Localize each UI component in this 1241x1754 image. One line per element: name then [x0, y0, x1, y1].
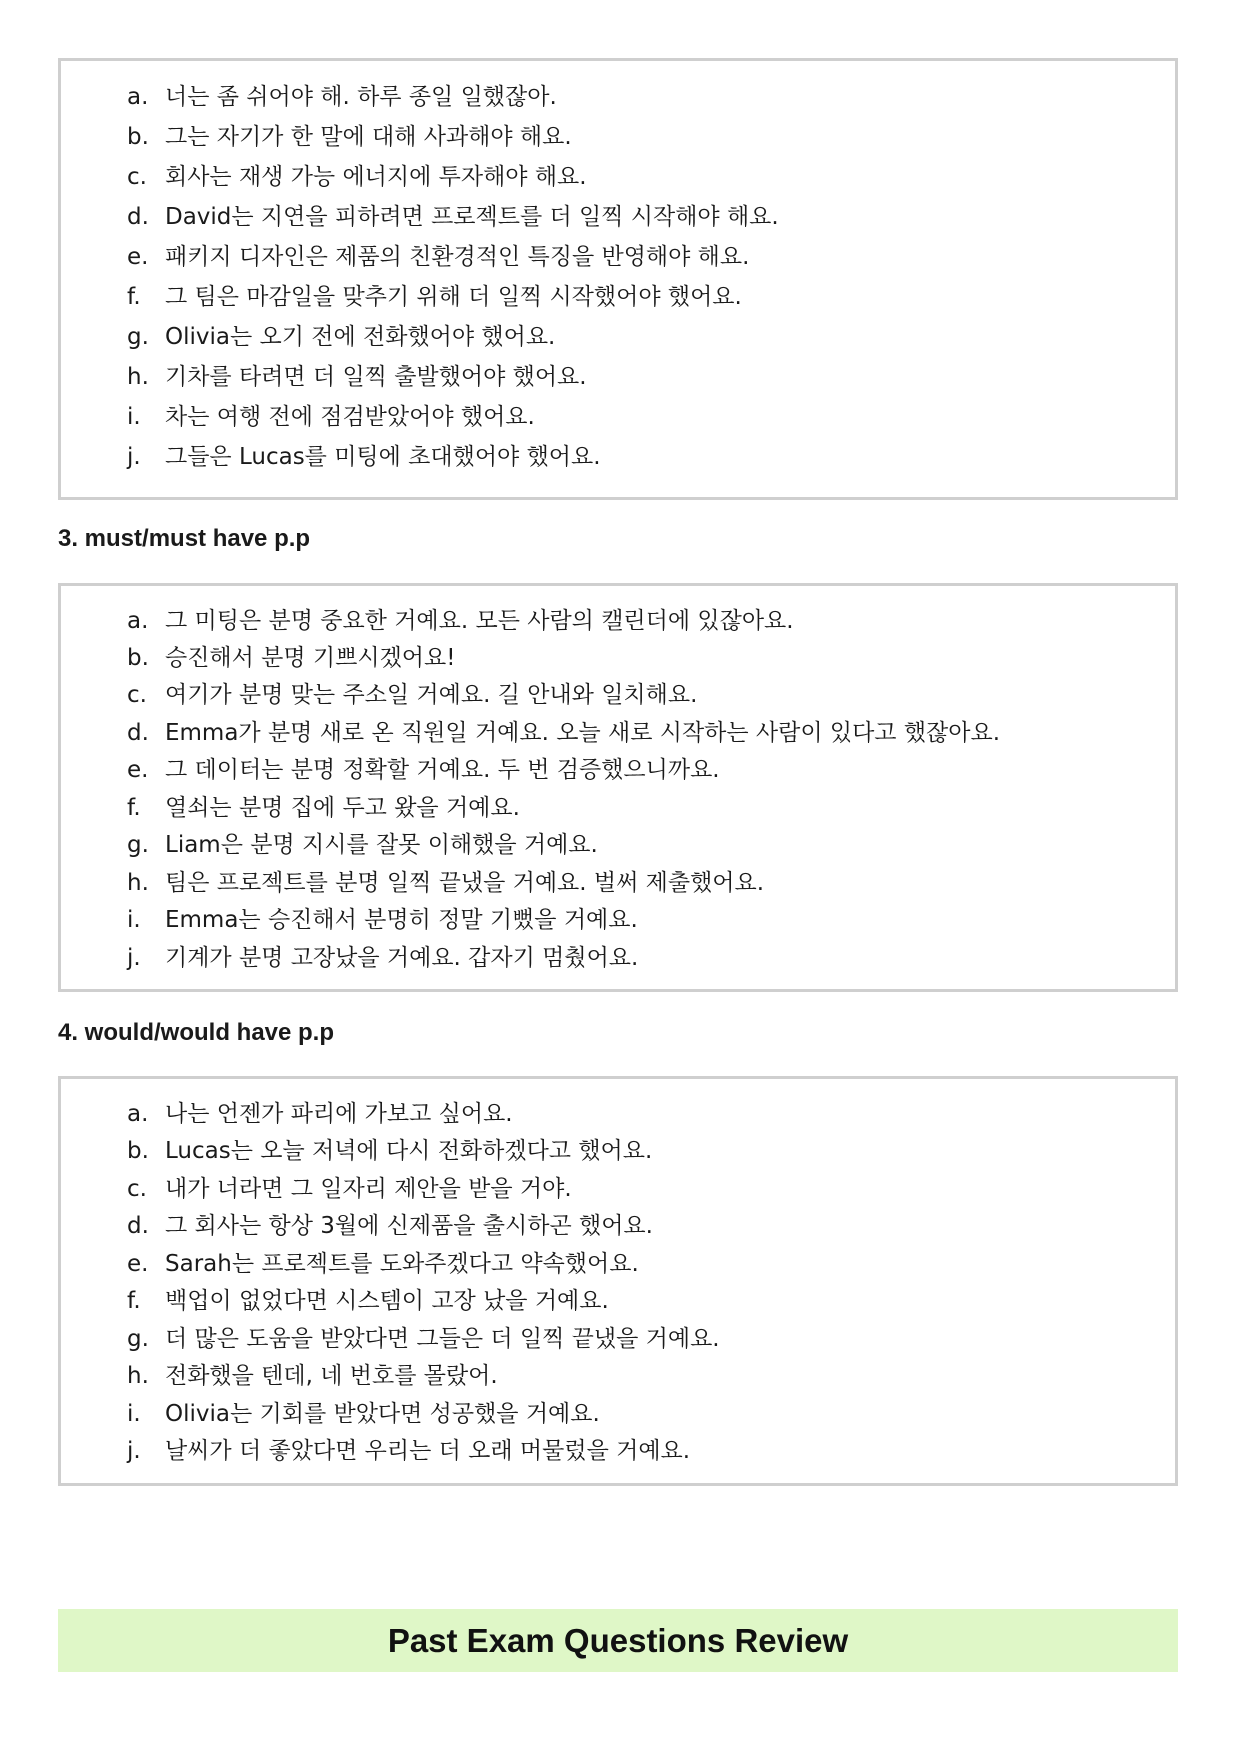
item-letter: h.: [127, 870, 149, 896]
item-text: Olivia는 오기 전에 전화했어야 했어요.: [165, 324, 556, 350]
item-text: Lucas는 오늘 저녁에 다시 전화하겠다고 했어요.: [165, 1138, 653, 1164]
item-text: 열쇠는 분명 집에 두고 왔을 거예요.: [165, 795, 520, 821]
item-letter: i.: [127, 1401, 141, 1427]
item-text: 차는 여행 전에 점검받았어야 했어요.: [165, 404, 535, 430]
item-text: 그 회사는 항상 3월에 신제품을 출시하곤 했어요.: [165, 1213, 653, 1239]
item-letter: d.: [127, 204, 149, 230]
section2-box: [58, 58, 1178, 500]
item-text: Sarah는 프로젝트를 도와주겠다고 약속했어요.: [165, 1251, 639, 1277]
item-letter: g.: [127, 832, 149, 858]
section3-heading: 3. must/must have p.p: [58, 525, 311, 552]
item-letter: j.: [127, 945, 141, 971]
item-text: 그들은 Lucas를 미팅에 초대했어야 했어요.: [165, 444, 601, 470]
item-text: 백업이 없었다면 시스템이 고장 났을 거예요.: [165, 1288, 609, 1314]
item-text: Liam은 분명 지시를 잘못 이해했을 거예요.: [165, 832, 598, 858]
item-letter: e.: [127, 1251, 149, 1277]
item-letter: e.: [127, 757, 149, 783]
item-text: 너는 좀 쉬어야 해. 하루 종일 일했잖아.: [165, 84, 557, 110]
item-letter: d.: [127, 720, 149, 746]
section4-box: [58, 1076, 1178, 1486]
item-letter: f.: [127, 795, 141, 821]
item-text: 전화했을 텐데, 네 번호를 몰랐어.: [165, 1363, 498, 1389]
item-letter: c.: [127, 164, 147, 190]
item-letter: f.: [127, 284, 141, 310]
item-text: 더 많은 도움을 받았다면 그들은 더 일찍 끝냈을 거예요.: [165, 1326, 720, 1352]
item-text: 날씨가 더 좋았다면 우리는 더 오래 머물렀을 거예요.: [165, 1438, 691, 1464]
item-text: 그 데이터는 분명 정확할 거예요. 두 번 검증했으니까요.: [165, 757, 720, 783]
item-text: Olivia는 기회를 받았다면 성공했을 거예요.: [165, 1401, 600, 1427]
item-text: Emma가 분명 새로 온 직원일 거예요. 오늘 새로 시작하는 사람이 있다고 했잖아요.: [165, 720, 1001, 746]
item-text: 그 미팅은 분명 중요한 거예요. 모든 사람의 캘린더에 있잖아요.: [165, 608, 794, 634]
item-letter: a.: [127, 608, 149, 634]
item-letter: h.: [127, 364, 149, 390]
item-text: David는 지연을 피하려면 프로젝트를 더 일찍 시작해야 해요.: [165, 204, 779, 230]
item-text: 그 팀은 마감일을 맞추기 위해 더 일찍 시작했어야 했어요.: [165, 284, 742, 310]
item-letter: j.: [127, 1438, 141, 1464]
item-letter: g.: [127, 324, 149, 350]
item-letter: e.: [127, 244, 149, 270]
item-text: 팀은 프로젝트를 분명 일찍 끝냈을 거예요. 벌써 제출했어요.: [165, 870, 765, 896]
item-letter: a.: [127, 1101, 149, 1127]
item-text: 나는 언젠가 파리에 가보고 싶어요.: [165, 1101, 513, 1127]
banner-title: Past Exam Questions Review: [387, 1621, 849, 1659]
item-text: 패키지 디자인은 제품의 친환경적인 특징을 반영해야 해요.: [165, 244, 750, 270]
item-text: 그는 자기가 한 말에 대해 사과해야 해요.: [165, 124, 572, 150]
item-text: 승진해서 분명 기쁘시겠어요!: [165, 645, 456, 671]
item-text: 기계가 분명 고장났을 거예요. 갑자기 멈췄어요.: [165, 945, 639, 971]
section3-box: [58, 583, 1178, 992]
item-letter: j.: [127, 444, 141, 470]
item-letter: c.: [127, 1176, 147, 1202]
item-letter: h.: [127, 1363, 149, 1389]
item-text: 기차를 타려면 더 일찍 출발했어야 했어요.: [165, 364, 587, 390]
item-letter: b.: [127, 645, 149, 671]
item-letter: g.: [127, 1326, 149, 1352]
item-letter: i.: [127, 907, 141, 933]
item-text: 회사는 재생 가능 에너지에 투자해야 해요.: [165, 164, 587, 190]
item-letter: a.: [127, 84, 149, 110]
item-letter: f.: [127, 1288, 141, 1314]
item-letter: d.: [127, 1213, 149, 1239]
item-text: 여기가 분명 맞는 주소일 거예요. 길 안내와 일치해요.: [165, 682, 698, 708]
item-text: Emma는 승진해서 분명히 정말 기뻤을 거예요.: [165, 907, 638, 933]
section4-heading: 4. would/would have p.p: [58, 1019, 335, 1046]
item-letter: b.: [127, 1138, 149, 1164]
item-text: 내가 너라면 그 일자리 제안을 받을 거야.: [165, 1176, 572, 1202]
item-letter: b.: [127, 124, 149, 150]
review-banner: [58, 1609, 1178, 1672]
item-letter: i.: [127, 404, 141, 430]
item-letter: c.: [127, 682, 147, 708]
